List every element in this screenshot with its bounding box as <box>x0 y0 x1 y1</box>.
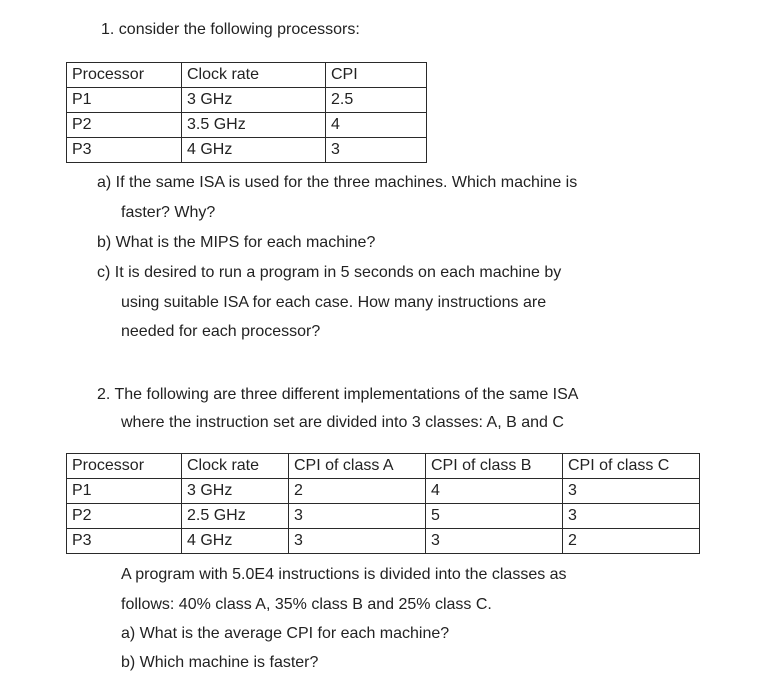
question-1c-line-1: c) It is desired to run a program in 5 seconds on each machine by <box>97 264 562 281</box>
column-header: Processor <box>67 454 182 479</box>
table-row <box>67 88 427 113</box>
table-cell: 2.5 GHz <box>182 504 289 529</box>
table-cell: 3 <box>426 529 563 554</box>
processors-table-1 <box>66 62 427 163</box>
question-1a-line-1: a) If the same ISA is used for the three machines. Which machine is <box>97 174 578 191</box>
table-cell: 3 <box>563 479 700 504</box>
column-header: CPI of class A <box>289 454 426 479</box>
question-2-heading-line-2: where the instruction set are divided into 3 classes: A, B and C <box>121 414 564 431</box>
table-row <box>67 138 427 163</box>
table-cell: P1 <box>67 479 182 504</box>
column-header: Clock rate <box>182 454 289 479</box>
table-cell: P3 <box>67 529 182 554</box>
table-cell: P2 <box>67 113 182 138</box>
table-cell: 4 <box>426 479 563 504</box>
question-2-heading-line-1: 2. The following are three different implementations of the same ISA <box>97 386 579 403</box>
table-header-row <box>67 63 427 88</box>
table-cell: 3 <box>563 504 700 529</box>
table-row <box>67 529 700 554</box>
table-cell: P2 <box>67 504 182 529</box>
question-2-note-line-2: follows: 40% class A, 35% class B and 25% class C. <box>121 596 492 613</box>
processors-table-2 <box>66 453 700 554</box>
table-cell: 2 <box>289 479 426 504</box>
question-2-note-line-1: A program with 5.0E4 instructions is divided into the classes as <box>121 566 567 583</box>
column-header: Clock rate <box>182 63 326 88</box>
column-header: CPI of class B <box>426 454 563 479</box>
table-cell: P3 <box>67 138 182 163</box>
table-cell: 4 GHz <box>182 138 326 163</box>
table-cell: P1 <box>67 88 182 113</box>
table-row <box>67 479 700 504</box>
table-cell: 3 <box>326 138 427 163</box>
question-1a-line-2: faster? Why? <box>121 204 216 221</box>
table-cell: 3 <box>289 529 426 554</box>
question-2a: a) What is the average CPI for each machine? <box>121 625 450 642</box>
question-1-heading: 1. consider the following processors: <box>101 21 360 38</box>
table-cell: 4 <box>326 113 427 138</box>
table-cell: 5 <box>426 504 563 529</box>
table-row <box>67 113 427 138</box>
question-1b: b) What is the MIPS for each machine? <box>97 234 376 251</box>
question-1c-line-3: needed for each processor? <box>121 323 321 340</box>
table-row <box>67 504 700 529</box>
table-cell: 3.5 GHz <box>182 113 326 138</box>
table-cell: 2.5 <box>326 88 427 113</box>
table-cell: 2 <box>563 529 700 554</box>
question-1c-line-2: using suitable ISA for each case. How many instructions are <box>121 294 547 311</box>
question-2b: b) Which machine is faster? <box>121 654 319 671</box>
column-header: Processor <box>67 63 182 88</box>
table-cell: 3 GHz <box>182 479 289 504</box>
table-cell: 3 <box>289 504 426 529</box>
table-header-row <box>67 454 700 479</box>
column-header: CPI <box>326 63 427 88</box>
column-header: CPI of class C <box>563 454 700 479</box>
table-cell: 4 GHz <box>182 529 289 554</box>
table-cell: 3 GHz <box>182 88 326 113</box>
